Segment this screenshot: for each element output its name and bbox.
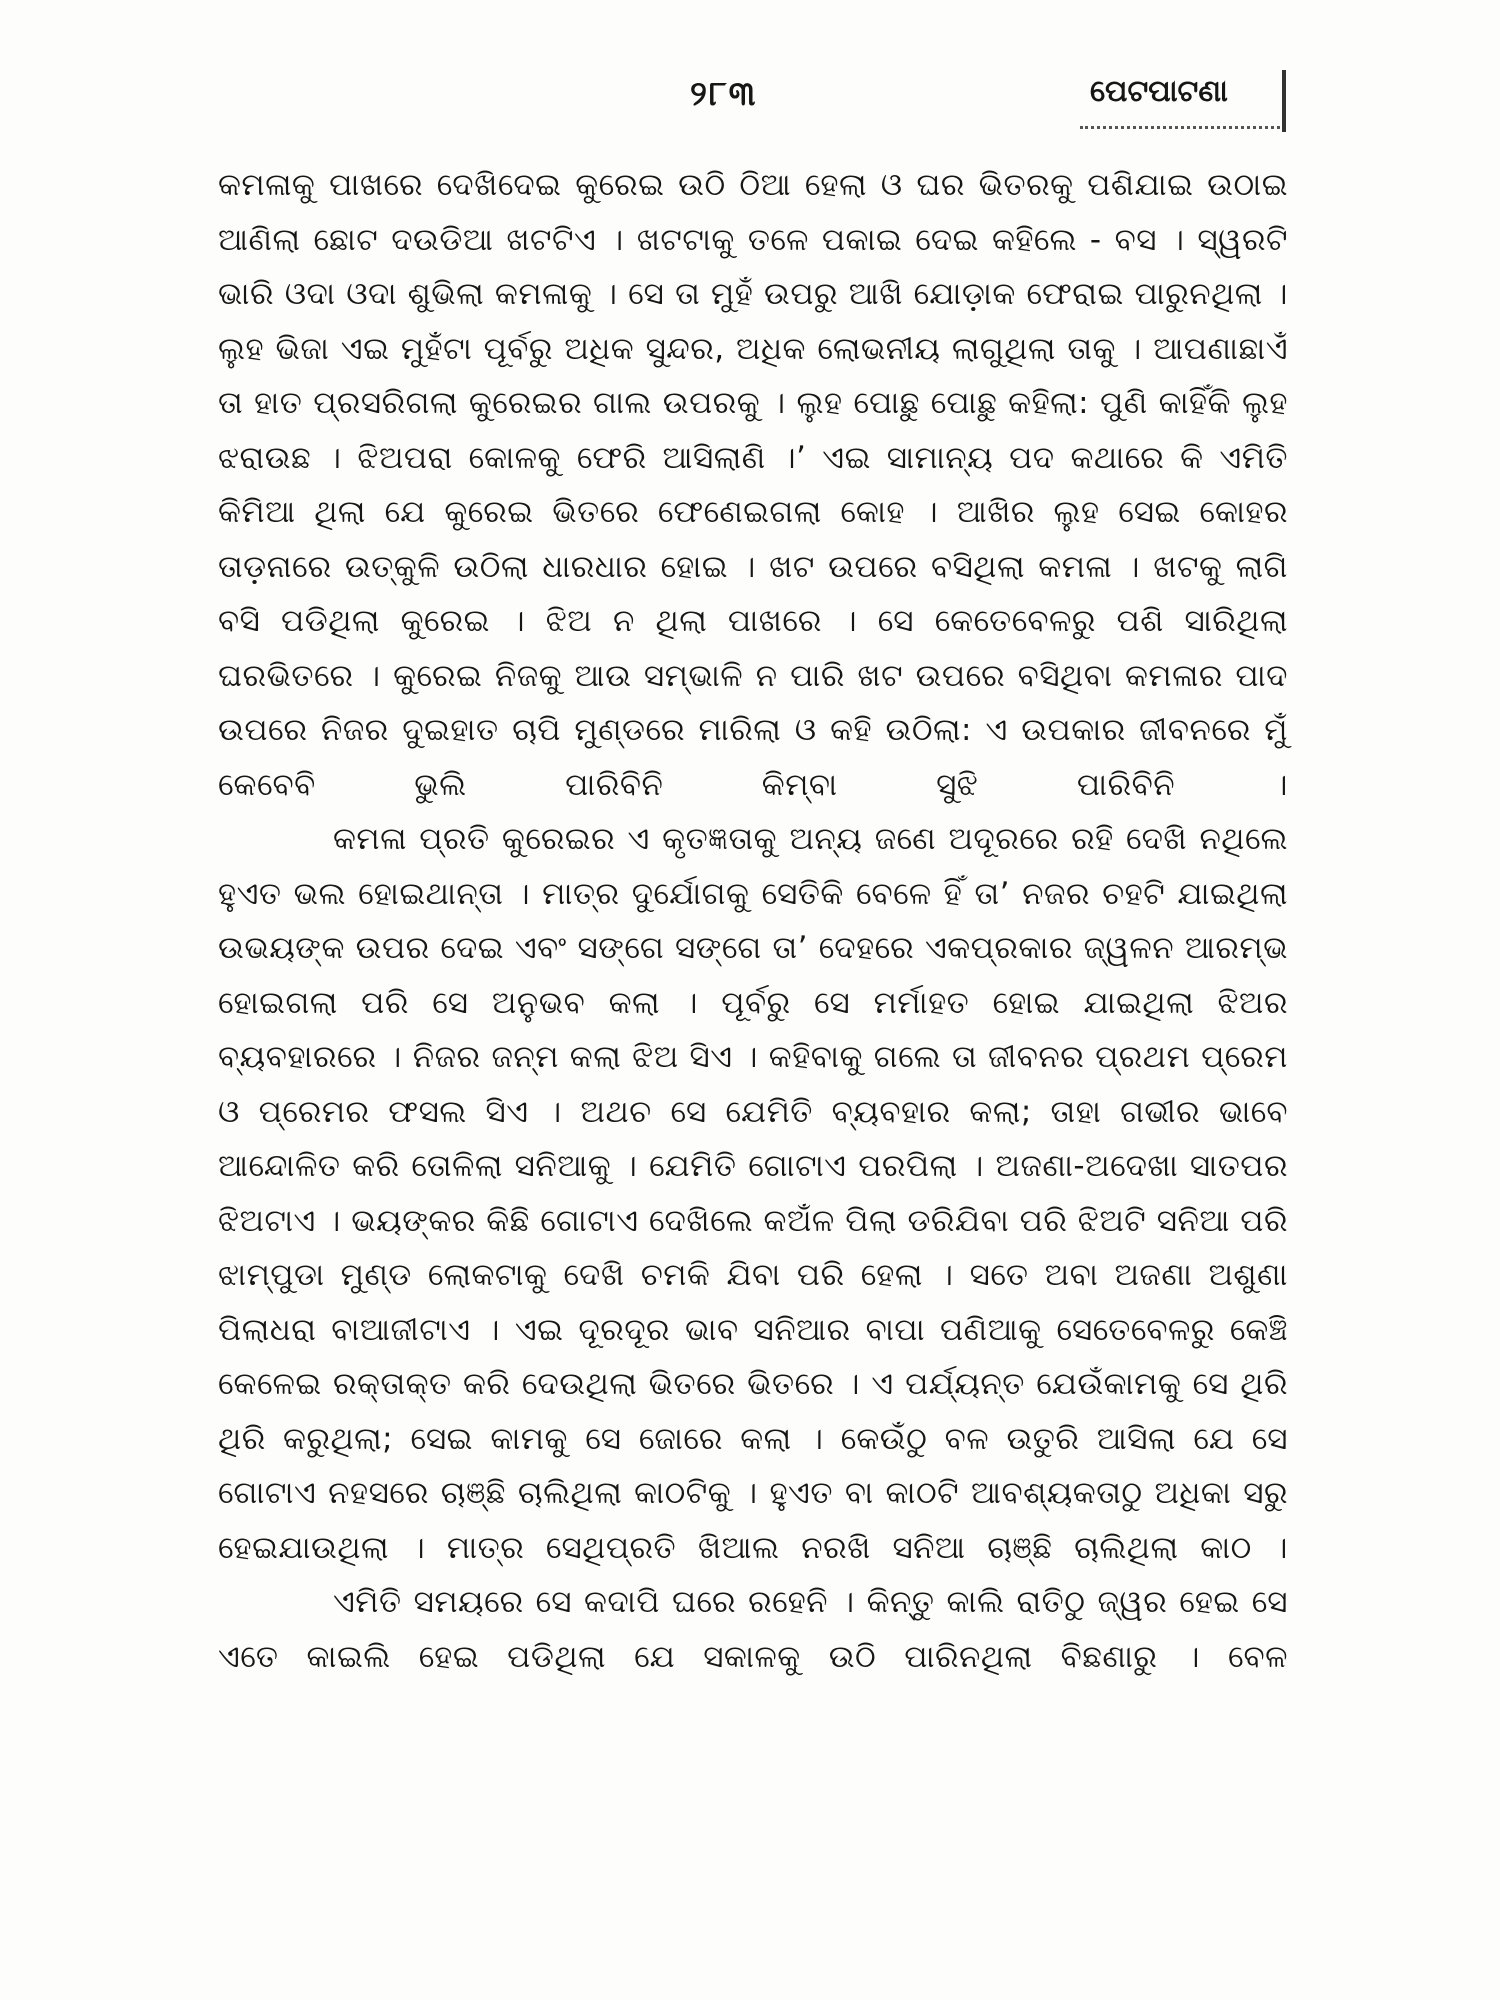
page-number: ୨୮୩ <box>690 74 758 114</box>
paragraph: ଏମିତି ସମୟରେ ସେ କଦାପି ଘରେ ରହେନି । କିନ୍ତୁ କାଲି ରାତିଠୁ ଜ୍ୱର ହେଇ ସେ ଏତେ କାଇଲି ହେଇ ପଡିଥିଲା ଯେ ସକାଳକୁ ଉଠି ପାରିନଥିଲା ବିଛଣାରୁ । ବେଳ <box>218 1584 1288 1675</box>
paragraph: କମଳାକୁ ପାଖରେ ଦେଖିଦେଇ କୁରେଇ ଉଠି ଠିଆ ହେଲା ଓ ଘର ଭିତରକୁ ପଶିଯାଇ ଉଠାଇ ଆଣିଲା ଛୋଟ ଦଉଡିଆ ଖଟଟିଏ । ଖଟଟାକୁ ତଳେ ପକାଇ ଦେଇ କହିଲେ - ବସ । ସ୍ୱରଟି ଭାରି ଓଦା ଓଦା ଶୁଭିଲା କମଳାକୁ । ସେ ତା ମୁହଁ ଉପରୁ ଆଖି ଯୋଡ଼ାକ ଫେରାଇ ପାରୁନଥିଲା । ଲୁହ ଭିଜା ଏଇ ମୁହଁଟା ପୂର୍ବରୁ ଅଧିକ ସୁନ୍ଦର, ଅଧିକ ଲୋଭନୀୟ ଲାଗୁଥିଲା ତାକୁ । ଆପଣାଛାଏଁ ତା ହାତ ପ୍ରସରିଗଲା କୁରେଇର ଗାଲ ଉପରକୁ । ଲୁହ ପୋଛୁ ପୋଛୁ କହିଲା: ପୁଣି କାହିଁକି ଲୁହ ଝରାଉଛ । ଝିଅପରା କୋଳକୁ ଫେରି ଆସିଲାଣି ।’ ଏଇ ସାମାନ୍ୟ ପଦ କଥାରେ କି ଏମିତି କିମିଆ ଥିଲା ଯେ କୁରେଇ ଭିତରେ ଫେଣେଇଗଲା କୋହ । ଆଖିର ଲୁହ ସେଇ କୋହର ତାଡ଼ନାରେ ଉତ୍କୁଳି ଉଠିଲା ଧାରଧାର ହୋଇ । ଖଟ ଉପରେ ବସିଥିଲା କମଳା । ଖଟକୁ ଲାଗି ବସି ପଡିଥିଲା କୁରେଇ । ଝିଅ ନ ଥିଲା ପାଖରେ । ସେ କେତେବେଳରୁ ପଶି ସାରିଥିଲା ଘରଭିତରେ । କୁରେଇ ନିଜକୁ ଆଉ ସମ୍ଭାଳି ନ ପାରି ଖଟ ଉପରେ ବସିଥିବା କମଳାର ପାଦ ଉପରେ ନିଜର ଦୁଇହାତ ଚାପି ମୁଣ୍ଡରେ ମାରିଲା ଓ କହି ଉଠିଲା: ଏ ଉପକାର ଜୀବନରେ ମୁଁ କେବେବି ଭୁଲି ପାରିବିନି କିମ୍ବା ସୁଝି ପାରିବିନି । <box>218 167 1288 803</box>
paragraph: କମଳା ପ୍ରତି କୁରେଇର ଏ କୃତଜ୍ଞତାକୁ ଅନ୍ୟ ଜଣେ ଅଦୂରରେ ରହି ଦେଖି ନଥିଲେ ହୁଏତ ଭଲ ହୋଇଥାନ୍ତା । ମାତ୍ର ଦୁର୍ଯୋଗକୁ ସେତିକି ବେଳେ ହିଁ ତା’ ନଜର ଚହଟି ଯାଇଥିଲା ଉଭୟଙ୍କ ଉପର ଦେଇ ଏବଂ ସଙ୍ଗେ ସଙ୍ଗେ ତା’ ଦେହରେ ଏକପ୍ରକାର ଜ୍ୱଳନ ଆରମ୍ଭ ହୋଇଗଲା ପରି ସେ ଅନୁଭବ କଲା । ପୂର୍ବରୁ ସେ ମର୍ମାହତ ହୋଇ ଯାଇଥିଲା ଝିଅର ବ୍ୟବହାରରେ । ନିଜର ଜନ୍ମ କଲା ଝିଅ ସିଏ । କହିବାକୁ ଗଲେ ତା ଜୀବନର ପ୍ରଥମ ପ୍ରେମ ଓ ପ୍ରେମର ଫସଲ ସିଏ । ଅଥଚ ସେ ଯେମିତି ବ୍ୟବହାର କଲା; ତାହା ଗଭୀର ଭାବେ ଆନ୍ଦୋଳିତ କରି ତୋଳିଲା ସନିଆକୁ । ଯେମିତି ଗୋଟାଏ ପରପିଲା । ଅଜଣା-ଅଦେଖା ସାତପର ଝିଅଟାଏ । ଭୟଙ୍କର କିଛି ଗୋଟାଏ ଦେଖିଲେ କଅଁଳ ପିଲା ଡରିଯିବା ପରି ଝିଅଟି ସନିଆ ପରି ଝାମ୍ପୁଡା ମୁଣ୍ଡ ଲୋକଟାକୁ ଦେଖି ଚମକି ଯିବା ପରି ହେଲା । ସତେ ଅବା ଅଜଣା ଅଶୁଣା ପିଲାଧରା ବାଆଜୀଟାଏ । ଏଇ ଦୂରଦୂର ଭାବ ସନିଆର ବାପା ପଣିଆକୁ ସେତେବେଳରୁ କେଞ୍ଚି କେଳେଇ ରକ୍ତାକ୍ତ କରି ଦେଉଥିଲା ଭିତରେ ଭିତରେ । ଏ ପର୍ଯ୍ୟନ୍ତ ଯେଉଁକାମକୁ ସେ ଥିରି ଥିରି କରୁଥିଲା; ସେଇ କାମକୁ ସେ ଜୋରେ କଲା । କେଉଁଠୁ ବଳ ଉତୁରି ଆସିଲା ଯେ ସେ ଗୋଟାଏ ନହସରେ ଚାଞ୍ଛି ଚାଲିଥିଲା କାଠଟିକୁ । ହୁଏତ ବା କାଠଟି ଆବଶ୍ୟକତାଠୁ ଅଧିକା ସରୁ ହେଇଯାଉଥିଲା । ମାତ୍ର ସେଥିପ୍ରତି ଖିଆଲ ନରଖି ସନିଆ ଚାଞ୍ଛି ଚାଲିଥିଲା କାଠ । <box>218 821 1288 1566</box>
header-rule <box>1080 126 1280 129</box>
page-edge-mark <box>1282 70 1286 132</box>
body-text <box>218 158 1288 1684</box>
running-title: ପେଟପାଟଣା <box>1090 74 1228 109</box>
page-header <box>0 70 1500 130</box>
